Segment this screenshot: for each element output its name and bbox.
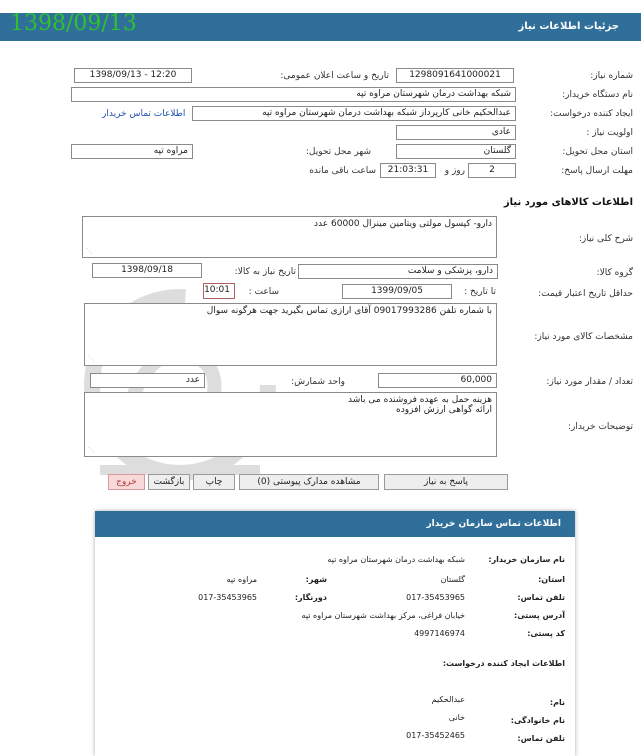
- page-title: جزئیات اطلاعات نیاز: [518, 21, 619, 32]
- resize-grip-icon: ⋰: [88, 446, 95, 454]
- buyer-contact-link[interactable]: اطلاعات تماس خریدار: [102, 109, 186, 119]
- date-stamp: 1398/09/13: [10, 11, 137, 36]
- city-label: شهر محل تحویل:: [305, 147, 371, 157]
- qty-label: تعداد / مقدار مورد نیاز:: [546, 377, 633, 387]
- contact-address-value: خیابان فراغی، مرکز بهداشت شهرستان مراوه تپه: [301, 611, 465, 620]
- priority-field: عادی: [396, 125, 516, 140]
- deadline-time-field: 21:03:31: [380, 163, 436, 178]
- deadline-label: مهلت ارسال پاسخ:: [561, 166, 633, 176]
- creator-family-value: خانی: [448, 713, 465, 722]
- reply-button[interactable]: پاسخ به نیاز: [384, 474, 508, 490]
- until-date-field: 1399/09/05: [342, 284, 452, 299]
- creator-name-label: نام:: [549, 698, 565, 707]
- specs-textarea: [84, 303, 497, 366]
- priority-label: اولویت نیاز :: [586, 128, 633, 138]
- time-field: 10:01: [203, 283, 235, 299]
- contact-org-value: شبکه بهداشت درمان شهرستان مراوه تپه: [327, 555, 465, 564]
- buyer-notes-line-1: هزینه حمل به عهده فروشنده می باشد: [348, 395, 492, 405]
- contact-card-title: اطلاعات تماس سازمان خریدار: [426, 519, 561, 529]
- creator-section-title: اطلاعات ایجاد کننده درخواست:: [442, 659, 565, 668]
- contact-city-value: مراوه تپه: [226, 575, 257, 584]
- need-number-field: 1298091641000021: [396, 68, 514, 83]
- need-number-label: شماره نیاز:: [590, 71, 633, 81]
- summary-text: دارو- کپسول مولتی ویتامین مینرال 60000 عدد: [314, 219, 492, 229]
- time-label: ساعت :: [248, 287, 279, 297]
- back-button[interactable]: بازگشت: [148, 474, 190, 490]
- deadline-days-field: 2: [468, 163, 516, 178]
- unit-label: واحد شمارش:: [291, 377, 345, 387]
- contact-postal-label: کد پستی:: [527, 629, 565, 638]
- buyer-org-field: شبکه بهداشت درمان شهرستان مراوه تپه: [71, 87, 516, 102]
- creator-field: عبدالحکیم خانی کارپرداز شبکه بهداشت درمان شهرستان مراوه تپه: [192, 106, 516, 121]
- resize-grip-icon: ⋰: [88, 355, 95, 363]
- group-label: گروه کالا:: [596, 268, 633, 278]
- need-date-field: 1398/09/18: [92, 263, 202, 278]
- specs-label: مشخصات کالای مورد نیاز:: [534, 332, 633, 342]
- creator-family-label: نام خانوادگی:: [510, 716, 565, 725]
- contact-fax-value: 017-35453965: [198, 593, 257, 602]
- goods-section-title: اطلاعات کالاهای مورد نیاز: [503, 197, 633, 208]
- summary-textarea: [82, 216, 497, 258]
- contact-org-label: نام سازمان خریدار:: [488, 555, 565, 564]
- buyer-notes-line-2: ارائه گواهی ارزش افزوده: [396, 405, 492, 415]
- attachments-button[interactable]: مشاهده مدارک پیوستی (0): [239, 474, 379, 490]
- announce-label: تاریخ و ساعت اعلان عمومی:: [280, 71, 389, 81]
- province-label: استان محل تحویل:: [562, 147, 633, 157]
- creator-name-value: عبدالحکیم: [431, 695, 465, 704]
- contact-address-label: آدرس پستی:: [514, 611, 565, 620]
- buyer-org-label: نام دستگاه خریدار:: [562, 90, 633, 100]
- until-date-label: تا تاریخ :: [464, 287, 496, 297]
- price-validity-label: حداقل تاریخ اعتبار قیمت:: [538, 289, 633, 299]
- contact-city-label: شهر:: [305, 575, 327, 584]
- contact-phone-value: 017-35453965: [406, 593, 465, 602]
- group-field: دارو، پزشکی و سلامت: [298, 264, 498, 279]
- qty-field: 60,000: [378, 373, 497, 388]
- days-word: روز و: [444, 166, 465, 176]
- summary-label: شرح کلی نیاز:: [578, 234, 633, 244]
- specs-text: با شماره تلفن 09017993286 آقای ارازی تماس بگیرید جهت هرگونه سوال: [206, 306, 492, 316]
- city-field: مراوه تپه: [71, 144, 193, 159]
- contact-postal-value: 4997146974: [414, 629, 465, 638]
- contact-province-value: گلستان: [440, 575, 465, 584]
- buyer-notes-textarea: [84, 392, 497, 457]
- print-button[interactable]: چاپ: [193, 474, 235, 490]
- remaining-text: ساعت باقی مانده: [309, 166, 376, 176]
- contact-phone-label: تلفن تماس:: [517, 593, 565, 602]
- creator-phone-label: تلفن تماس:: [517, 734, 565, 743]
- buyer-contact-card: [95, 511, 575, 756]
- unit-field: عدد: [90, 373, 205, 388]
- creator-label: ایجاد کننده درخواست:: [550, 109, 633, 119]
- province-field: گلستان: [396, 144, 516, 159]
- contact-fax-label: دورنگار:: [294, 593, 327, 602]
- contact-province-label: استان:: [538, 575, 565, 584]
- exit-button[interactable]: خروج: [108, 474, 145, 490]
- creator-phone-value: 017-35452465: [406, 731, 465, 740]
- buyer-notes-label: توضیحات خریدار:: [567, 422, 633, 432]
- resize-grip-icon: ⋰: [86, 247, 93, 255]
- need-date-label: تاریخ نیاز به کالا:: [234, 267, 296, 277]
- announce-field: 1398/09/13 - 12:20: [74, 68, 192, 83]
